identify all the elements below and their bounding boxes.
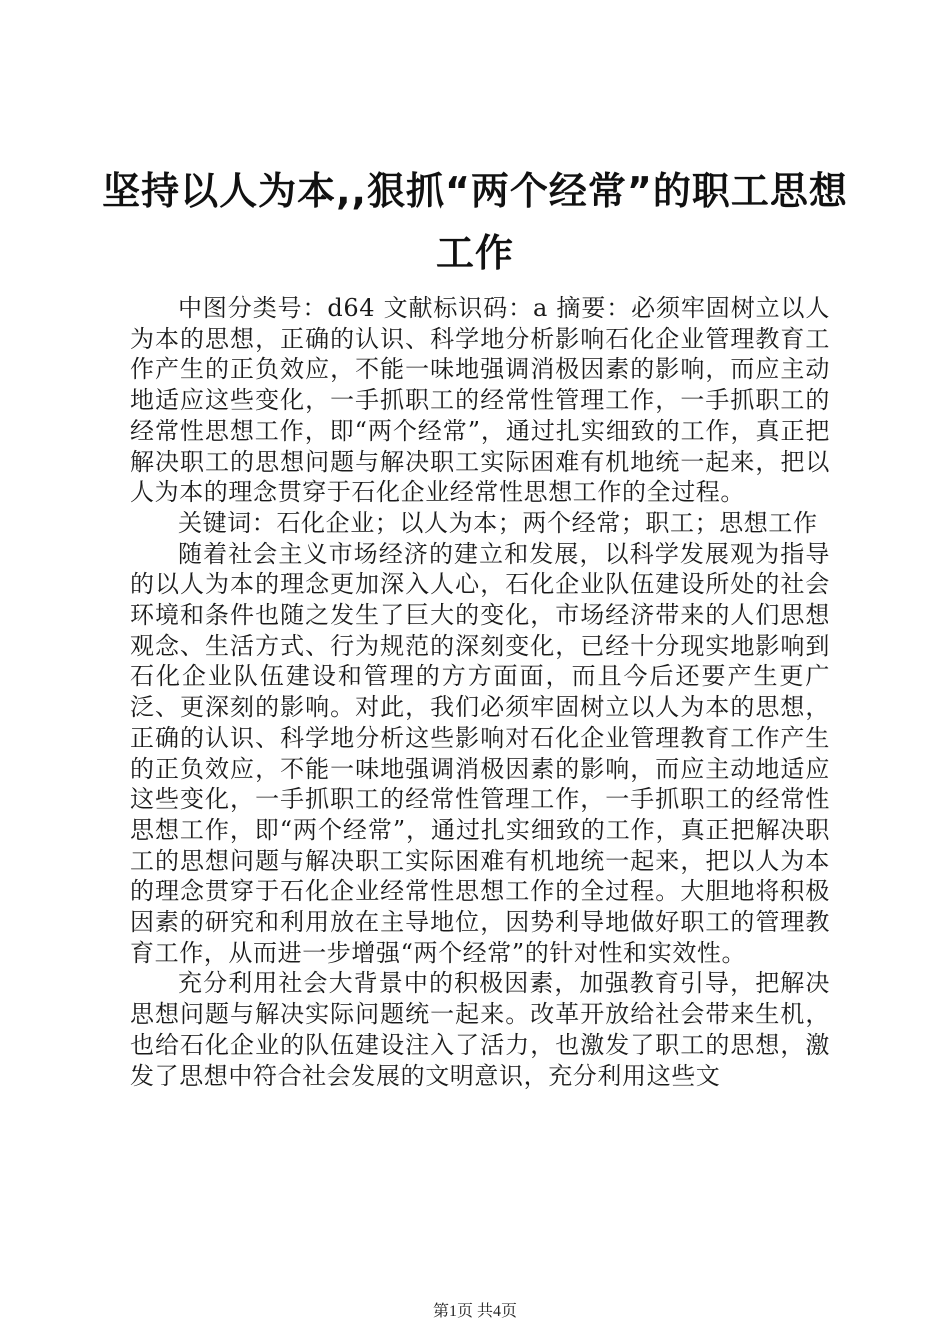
document-body [130, 293, 830, 1091]
page-number-footer: 第1页 共4页 [432, 1303, 517, 1320]
abstract-paragraph: 中图分类号：d64 文献标识码：a 摘要：必须牢固树立以人为本的思想，正确的认识、科学地分析影响石化企业管理教育工作产生的正负效应，不能一味地强调消极因素的影响，而应主动地适应这些变化，一手抓职工的经常性管理工作，一手抓职工的经常性思想工作，即“两个经常”，通过扎实细致的工作，真正把解决职工的思想问题与解决职工实际困难有机地统一起来，把以人为本的理念贯穿于石化企业经常性思想工作的全过程。 [130, 294, 830, 507]
keywords-paragraph: 关键词：石化企业；以人为本；两个经常；职工；思想工作 [178, 508, 818, 537]
document-title: 坚持以人为本,,狠抓“两个经常”的职工思想工作 [102, 169, 848, 275]
body-paragraph: 随着社会主义市场经济的建立和发展，以科学发展观为指导的以人为本的理念更加深入人心，石化企业队伍建设所处的社会环境和条件也随之发生了巨大的变化，市场经济带来的人们思想观念、生活方式、行为规范的深刻变化，已经十分现实地影响到石化企业队伍建设和管理的方方面面，而且今后还要产生更广泛、更深刻的影响。对此，我们必须牢固树立以人为本的思想，正确的认识、科学地分析这些影响对石化企业管理教育工作产生的正负效应，不能一味地强调消极因素的影响，而应主动地适应这些变化，一手抓职工的经常性管理工作，一手抓职工的经常性思想工作，即“两个经常”，通过扎实细致的工作，真正把解决职工的思想问题与解决职工实际困难有机地统一起来，把以人为本的理念贯穿于石化企业经常性思想工作的全过程。大胆地将积极因素的研究和利用放在主导地位，因势利导地做好职工的管理教育工作，从而进一步增强“两个经常”的针对性和实效性。 [130, 539, 830, 967]
body-paragraph: 充分利用社会大背景中的积极因素，加强教育引导，把解决思想问题与解决实际问题统一起来。改革开放给社会带来生机，也给石化企业的队伍建设注入了活力，也激发了职工的思想，激发了思想中符合社会发展的文明意识，充分利用这些文 [130, 969, 830, 1090]
